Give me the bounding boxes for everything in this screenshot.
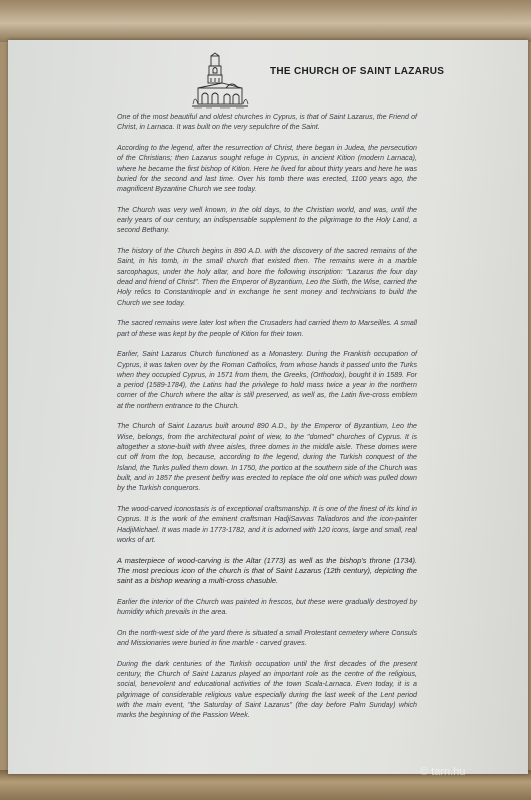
sign-body-text <box>117 112 417 731</box>
church-drawing-icon <box>190 52 250 110</box>
page-title: THE CHURCH OF SAINT LAZARUS <box>270 66 445 77</box>
paragraph-iconostasis: The wood-carved iconostasis is of exceptional craftsmanship. It is one of the finest of its kind in Cyprus. It is the work of the eminent craftsman HadjiSavvas Taliadoros and the icon-painter HadjiMichael. It was made in 1773-1782, and it is adorned with 120 icons, large and small, real works of art. <box>117 504 417 544</box>
frame-top-rail <box>0 0 531 42</box>
paragraph-altar: A masterpiece of wood-carving is the Altar (1773) as well as the bishop's throne (1734). The most precious icon of the church is that of Saint Lazarus (12th century), depicting the saint as a bishop wearing a multi-cross chasuble. <box>117 555 417 586</box>
paragraph-fame: The Church was very well known, in the old days, to the Christian world, and was, until the early years of our century, an indispensable supplement to the pilgrimage to the Holy Land, a second Bethany. <box>117 205 417 235</box>
photo-watermark: © tarn.hu <box>420 766 466 778</box>
paragraph-legend: According to the legend, after the resurrection of Christ, there began in Judea, the persecution of the Christians; then Lazarus sought refuge in Cyprus, in ancient Kition (modern Larnaca), where he became the first bishop of Kition. Here he lived for about thirty years and here he was buried for the second and last time. Over his tomb there was erected, 1100 years ago, the magnificent Byzantine Church we see today. <box>117 143 417 194</box>
paragraph-architecture: The Church of Saint Lazarus built around 890 A.D., by the Emperor of Byzantium, Leo the Wise, belongs, from the architectural point of view, to the "domed" churches of Cyprus. It is altogether a stone-built with three aisles, three domes in the middle aisle. These domes were cut off from the top, because, according to the legend, during the Turkish conquest of the Island, the Turks pulled them down. In 1750, the portico at the southern side of the Church was built, and in 1857 the present belfry was erected to replace the old one which was pulled down by the Turkish conquerors. <box>117 422 417 493</box>
paragraph-history: The history of the Church begins in 890 A.D. with the discovery of the sacred remains of the Saint, in his tomb, in the small church that existed then. The remains were in a marble sarcophagus, under the holy altar, and bore the following inscription: "Lazarus the four day dead and friend of Christ". Then the Emperor of Byzantium, Leo the Sixth, the Wise, carried the Holy relics to Constantinople and in exchange he sent money and technicians to build the Church we see today. <box>117 247 417 307</box>
paragraph-remains: The sacred remains were later lost when the Crusaders had carried them to Marseilles. A small part of these was kept by the people of Kition for their town. <box>117 319 417 338</box>
paragraph-intro: One of the most beautiful and oldest churches in Cyprus, is that of Saint Lazarus, the Friend of Christ, in Larnaca. It was built on the very sepulchre of the Saint. <box>117 113 417 132</box>
paragraph-monastery: Earlier, Saint Lazarus Church functioned as a Monastery. During the Frankish occupation of Cyprus, it was taken over by the Roman Catholics, from whose hands it passed unto the Turks when they occupied Cyprus, in 1571 from them, the Greeks, (Orthodox), bought it in 1589. For a period (1589-1784), the Latins had the privilege to hold mass twice a year in the northern corner of the Church where the altar is still preserved, as well as, the Latin five-cross emblem at the northern entrance to the Church. <box>117 350 417 410</box>
sign-header <box>190 52 510 112</box>
paragraph-cemetery: On the north-west side of the yard there is situated a small Protestant cemetery where Consuls and Missionaries were buried in fine marble - carved graves. <box>117 628 417 648</box>
paragraph-frescos: Earlier the interior of the Church was painted in frescos, but these were gradually destroyed by humidity which prevails in the area. <box>117 597 417 617</box>
paragraph-occupation: During the dark centuries of the Turkish occupation until the first decades of the present century, the Church of Saint Lazarus played an important role as the centre of the religious, social, benevolent and educational activities of the town Scala-Larnaca. Even today, it is a pilgrimage of considerable religious value especially during the last week of the Lent period with the main event, "the Saturday of Saint Lazarus" (the day before Palm Sunday) which marks the beginning of the Passion Week. <box>117 659 417 720</box>
